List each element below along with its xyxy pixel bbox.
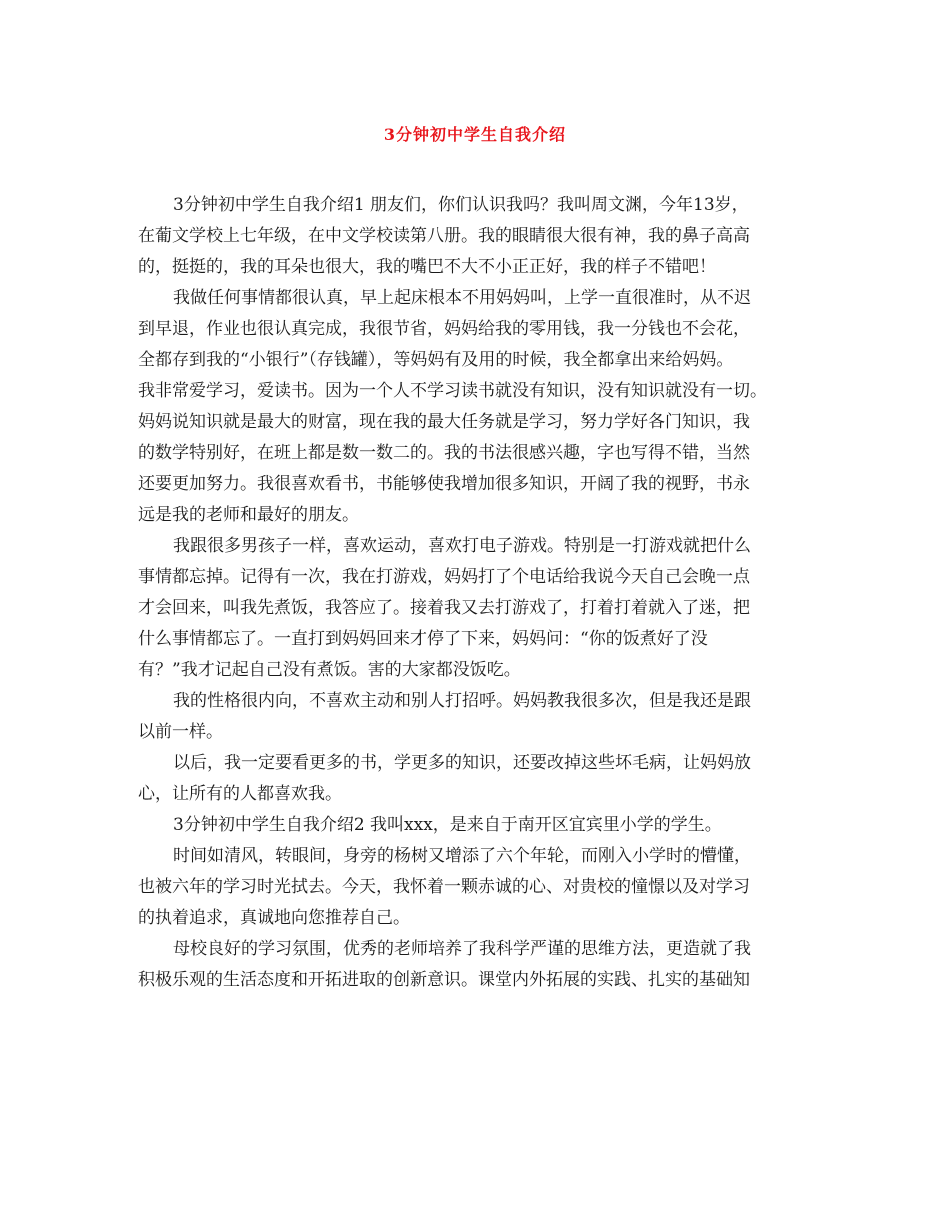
text-line: 什么事情都忘了。一直打到妈妈回来才停了下来，妈妈问：“你的饭煮好了没 (138, 629, 708, 649)
document-title: 3分钟初中学生自我介绍 (383, 125, 567, 144)
text-line: 有？”我才记起自己没有煮饭。害的大家都没饭吃。 (138, 660, 521, 680)
text-line: 我的性格很内向，不喜欢主动和别人打招呼。妈妈教我很多次，但是我还是跟 (173, 691, 751, 711)
text-line: 也被六年的学习时光拭去。今天，我怀着一颗赤诚的心、对贵校的憧憬以及对学习 (138, 877, 750, 897)
text-line: 全都存到我的“小银行”（存钱罐），等妈妈有及用的时候，我全都拿出来给妈妈。 (138, 350, 734, 370)
document-body (138, 190, 824, 996)
text-line: 还要更加努力。我很喜欢看书，书能够使我增加很多知识，开阔了我的视野，书永 (138, 474, 750, 494)
text-line: 才会回来，叫我先煮饭，我答应了。接着我又去打游戏了，打着打着就入了迷，把 (138, 598, 750, 618)
text-line: 在葡文学校上七年级，在中文学校读第八册。我的眼睛很大很有神，我的鼻子高高 (138, 226, 750, 246)
text-line: 心，让所有的人都喜欢我。 (138, 784, 342, 804)
text-line: 我做任何事情都很认真，早上起床根本不用妈妈叫，上学一直很准时，从不迟 (173, 288, 751, 308)
text-line: 到早退，作业也很认真完成，我很节省，妈妈给我的零用钱，我一分钱也不会花， (138, 319, 750, 339)
text-line: 的，挺挺的，我的耳朵也很大，我的嘴巴不大不小正正好，我的样子不错吧！ (138, 257, 716, 277)
text-line: 母校良好的学习氛围，优秀的老师培养了我科学严谨的思维方法，更造就了我 (173, 939, 751, 959)
text-line: 的执着追求，真诚地向您推荐自己。 (138, 908, 410, 928)
text-line: 3分钟初中学生自我介绍1 朋友们，你们认识我吗？我叫周文渊，今年13岁， (173, 195, 749, 215)
text-line: 妈妈说知识就是最大的财富，现在我的最大任务就是学习，努力学好各门知识，我 (138, 412, 750, 432)
text-line: 我跟很多男孩子一样，喜欢运动，喜欢打电子游戏。特别是一打游戏就把什么 (173, 536, 751, 556)
text-line: 以后，我一定要看更多的书，学更多的知识，还要改掉这些坏毛病，让妈妈放 (173, 753, 751, 773)
text-line: 的数学特别好，在班上都是数一数二的。我的书法很感兴趣，字也写得不错，当然 (138, 443, 750, 463)
text-line: 3分钟初中学生自我介绍2 我叫xxx，是来自于南开区宜宾里小学的学生。 (173, 815, 722, 835)
text-line: 时间如清风，转眼间，身旁的杨树又增添了六个年轮，而刚入小学时的懵懂， (173, 846, 751, 866)
text-line: 积极乐观的生活态度和开拓进取的创新意识。课堂内外拓展的实践、扎实的基础知 (138, 970, 750, 990)
text-line: 远是我的老师和最好的朋友。 (138, 505, 359, 525)
text-line: 我非常爱学习，爱读书。因为一个人不学习读书就没有知识，没有知识就没有一切。 (138, 381, 767, 401)
text-line: 以前一样。 (138, 722, 223, 742)
text-line: 事情都忘掉。记得有一次，我在打游戏，妈妈打了个电话给我说今天自己会晚一点 (138, 567, 750, 587)
